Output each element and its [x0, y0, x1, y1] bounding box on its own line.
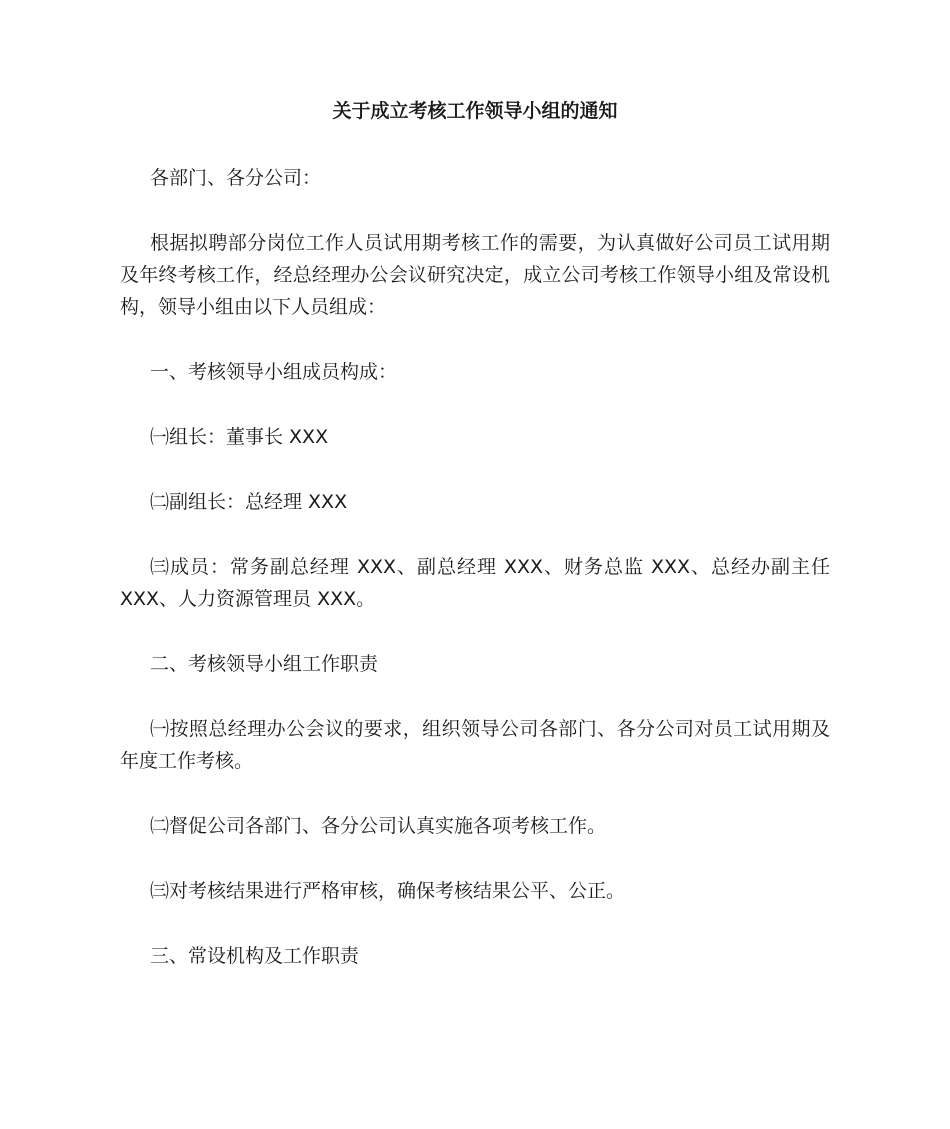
paragraph-duty-1: ㈠按照总经理办公会议的要求，组织领导公司各部门、各分公司对员工试用期及年度工作考核。 [120, 718, 830, 772]
paragraph-duty-2: ㈡督促公司各部门、各分公司认真实施各项考核工作。 [150, 815, 607, 837]
paragraph-duty-3: ㈢对考核结果进行严格审核，确保考核结果公平、公正。 [150, 880, 626, 902]
paragraph-section-3-heading: 三、常设机构及工作职责 [150, 945, 360, 967]
paragraph-intro: 根据拟聘部分岗位工作人员试用期考核工作的需要，为认真做好公司员工试用期及年终考核工作，经总经理办公会议研究决定，成立公司考核工作领导小组及常设机构，领导小组由以下人员组成： [120, 232, 830, 318]
paragraph-deputy-leader: ㈡副组长：总经理 XXX [150, 491, 348, 513]
paragraph-salutation: 各部门、各分公司： [150, 167, 322, 189]
paragraph-group-leader: ㈠组长：董事长 XXX [150, 426, 329, 448]
document-title: 关于成立考核工作领导小组的通知 [332, 100, 618, 122]
paragraph-section-1-heading: 一、考核领导小组成员构成： [150, 361, 398, 383]
paragraph-section-2-heading: 二、考核领导小组工作职责 [150, 653, 379, 675]
paragraph-members: ㈢成员：常务副总经理 XXX、副总经理 XXX、财务总监 XXX、总经办副主任 XXX、人力资源管理员 XXX。 [120, 556, 830, 610]
